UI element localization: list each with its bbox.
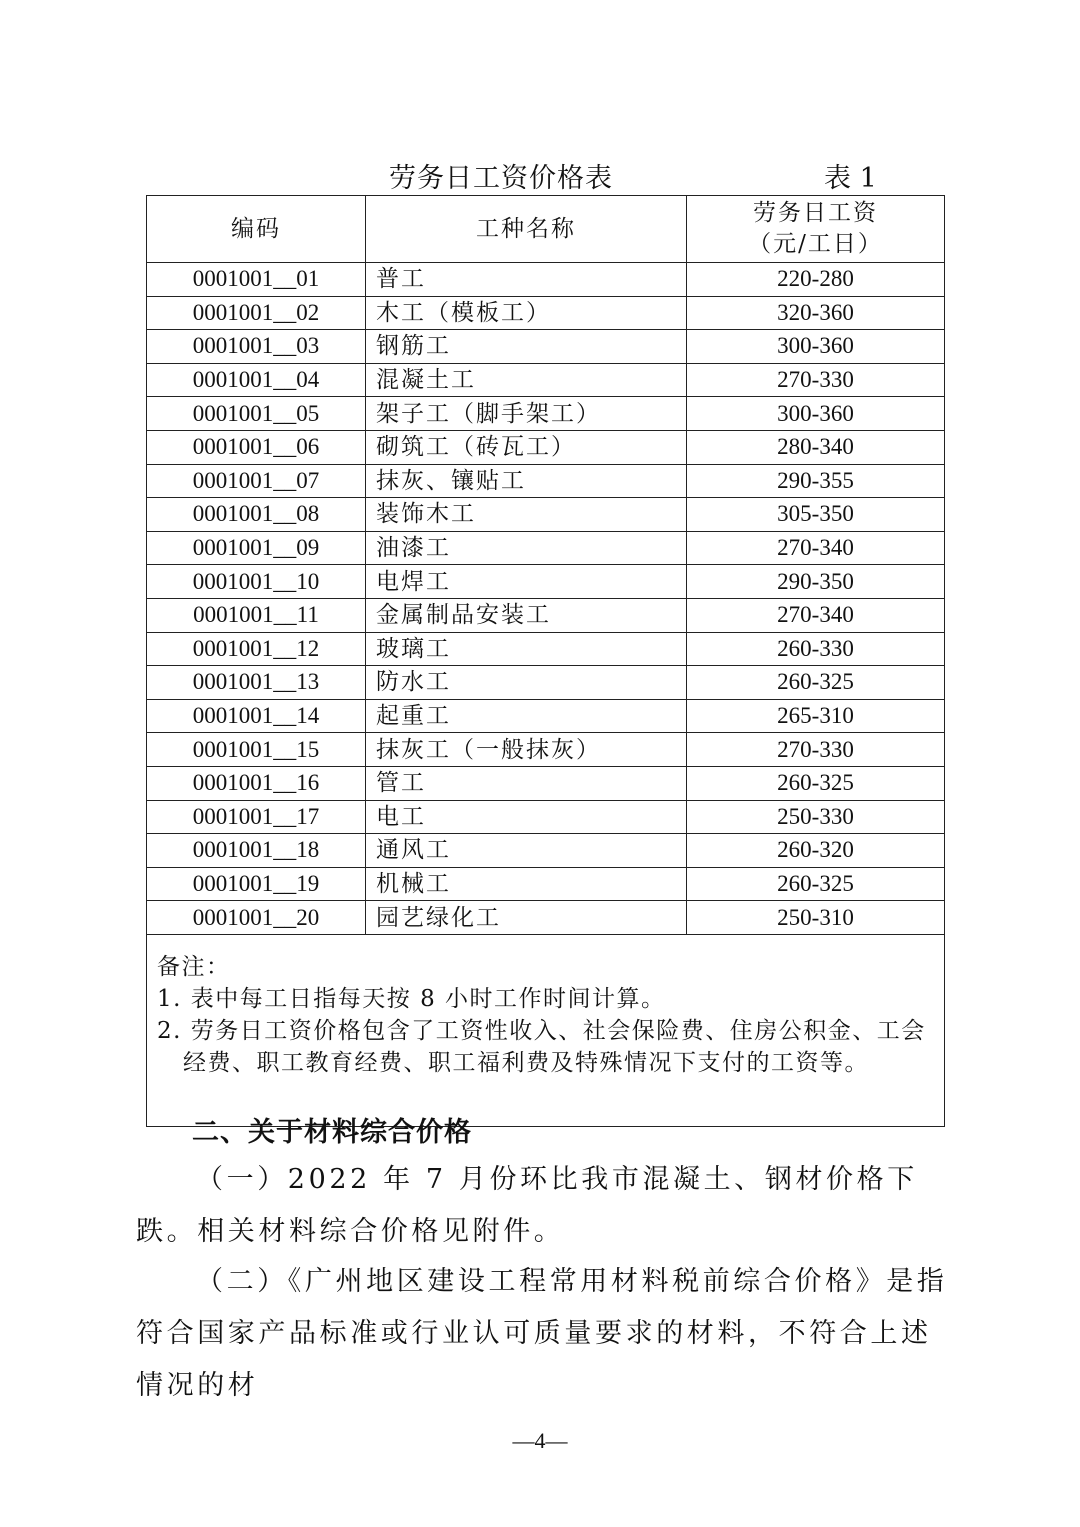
trade-name-cell: 架子工（脚手架工）	[366, 397, 687, 431]
trade-name-cell: 金属制品安装工	[366, 598, 687, 632]
code-cell: 0001001__17	[147, 800, 366, 834]
table-row	[147, 598, 945, 632]
remark-note-2-line-1: 2. 劳务日工资价格包含了工资性收入、社会保险费、住房公积金、工会	[157, 1017, 926, 1044]
code-cell: 0001001__15	[147, 733, 366, 767]
wage-cell: 260-330	[687, 632, 945, 666]
table-row	[147, 363, 945, 397]
code-cell: 0001001__05	[147, 397, 366, 431]
header-wage-line1: 劳务日工资	[753, 200, 878, 226]
remarks-cell	[147, 934, 945, 1126]
table-row	[147, 330, 945, 364]
trade-name-cell: 抹灰工（一般抹灰）	[366, 733, 687, 767]
trade-name-cell: 油漆工	[366, 531, 687, 565]
wage-cell: 220-280	[687, 263, 945, 297]
code-cell: 0001001__13	[147, 666, 366, 700]
trade-name-cell: 普工	[366, 263, 687, 297]
remarks-label: 备注：	[157, 953, 231, 980]
trade-name-cell: 防水工	[366, 666, 687, 700]
code-cell: 0001001__10	[147, 565, 366, 599]
paragraph-1: （一）2022 年 7 月份环比我市混凝土、钢材价格下跌。相关材料综合价格见附件。	[136, 1164, 918, 1247]
wage-cell: 320-360	[687, 296, 945, 330]
table-row	[147, 666, 945, 700]
wage-cell: 305-350	[687, 498, 945, 532]
table-row	[147, 498, 945, 532]
remark-note-2-line-2: 经费、职工教育经费、职工福利费及特殊情况下支付的工资等。	[183, 1049, 869, 1076]
trade-name-cell: 装饰木工	[366, 498, 687, 532]
wage-cell: 270-330	[687, 733, 945, 767]
table-row	[147, 296, 945, 330]
wage-cell: 260-325	[687, 766, 945, 800]
trade-name-cell: 电焊工	[366, 565, 687, 599]
trade-name-cell: 机械工	[366, 867, 687, 901]
table-row	[147, 901, 945, 935]
wage-cell: 300-360	[687, 397, 945, 431]
trade-name-cell: 混凝土工	[366, 363, 687, 397]
header-wage	[687, 196, 945, 263]
code-cell: 0001001__06	[147, 430, 366, 464]
code-cell: 0001001__07	[147, 464, 366, 498]
wage-cell: 270-340	[687, 598, 945, 632]
page-number: —4—	[512, 1428, 568, 1453]
code-cell: 0001001__18	[147, 834, 366, 868]
wage-cell: 260-320	[687, 834, 945, 868]
table-row	[147, 430, 945, 464]
table-row	[147, 464, 945, 498]
wage-cell: 300-360	[687, 330, 945, 364]
trade-name-cell: 电工	[366, 800, 687, 834]
table-row	[147, 632, 945, 666]
table-row	[147, 565, 945, 599]
table-row	[147, 733, 945, 767]
code-cell: 0001001__12	[147, 632, 366, 666]
wage-cell: 290-355	[687, 464, 945, 498]
remark-note-1: 1. 表中每工日指每天按 8 小时工作时间计算。	[157, 985, 666, 1012]
table-header-row	[147, 196, 945, 263]
code-cell: 0001001__04	[147, 363, 366, 397]
table-title: 劳务日工资价格表	[389, 163, 613, 194]
code-cell: 0001001__01	[147, 263, 366, 297]
trade-name-cell: 管工	[366, 766, 687, 800]
table-row	[147, 766, 945, 800]
trade-name-cell: 玻璃工	[366, 632, 687, 666]
code-cell: 0001001__19	[147, 867, 366, 901]
table-body	[147, 263, 945, 1127]
trade-name-cell: 抹灰、镶贴工	[366, 464, 687, 498]
remarks-row	[147, 934, 945, 1126]
wage-cell: 260-325	[687, 867, 945, 901]
wage-cell: 280-340	[687, 430, 945, 464]
header-code: 编码	[147, 196, 366, 263]
table-row	[147, 699, 945, 733]
trade-name-cell: 砌筑工（砖瓦工）	[366, 430, 687, 464]
table-row	[147, 834, 945, 868]
code-cell: 0001001__02	[147, 296, 366, 330]
wage-cell: 250-310	[687, 901, 945, 935]
header-wage-line2: （元/工日）	[748, 231, 883, 257]
table-caption	[146, 152, 944, 194]
code-cell: 0001001__09	[147, 531, 366, 565]
code-cell: 0001001__11	[147, 598, 366, 632]
wage-cell: 250-330	[687, 800, 945, 834]
table-row	[147, 867, 945, 901]
code-cell: 0001001__16	[147, 766, 366, 800]
wage-cell: 270-330	[687, 363, 945, 397]
table-row	[147, 531, 945, 565]
trade-name-cell: 通风工	[366, 834, 687, 868]
table-number: 表 1	[824, 163, 877, 194]
code-cell: 0001001__03	[147, 330, 366, 364]
wage-cell: 270-340	[687, 531, 945, 565]
trade-name-cell: 木工（模板工）	[366, 296, 687, 330]
trade-name-cell: 园艺绿化工	[366, 901, 687, 935]
wage-table	[146, 195, 945, 1127]
section-heading: 二、关于材料综合价格	[192, 1117, 472, 1148]
paragraph-2: （二）《广州地区建设工程常用材料税前综合价格》是指符合国家产品标准或行业认可质量要求的材料，不符合上述情况的材	[136, 1266, 948, 1401]
trade-name-cell: 钢筋工	[366, 330, 687, 364]
trade-name-cell: 起重工	[366, 699, 687, 733]
wage-cell: 290-350	[687, 565, 945, 599]
code-cell: 0001001__08	[147, 498, 366, 532]
wage-cell: 265-310	[687, 699, 945, 733]
code-cell: 0001001__14	[147, 699, 366, 733]
table-row	[147, 263, 945, 297]
wage-cell: 260-325	[687, 666, 945, 700]
table-row	[147, 800, 945, 834]
table-row	[147, 397, 945, 431]
code-cell: 0001001__20	[147, 901, 366, 935]
header-name: 工种名称	[366, 196, 687, 263]
